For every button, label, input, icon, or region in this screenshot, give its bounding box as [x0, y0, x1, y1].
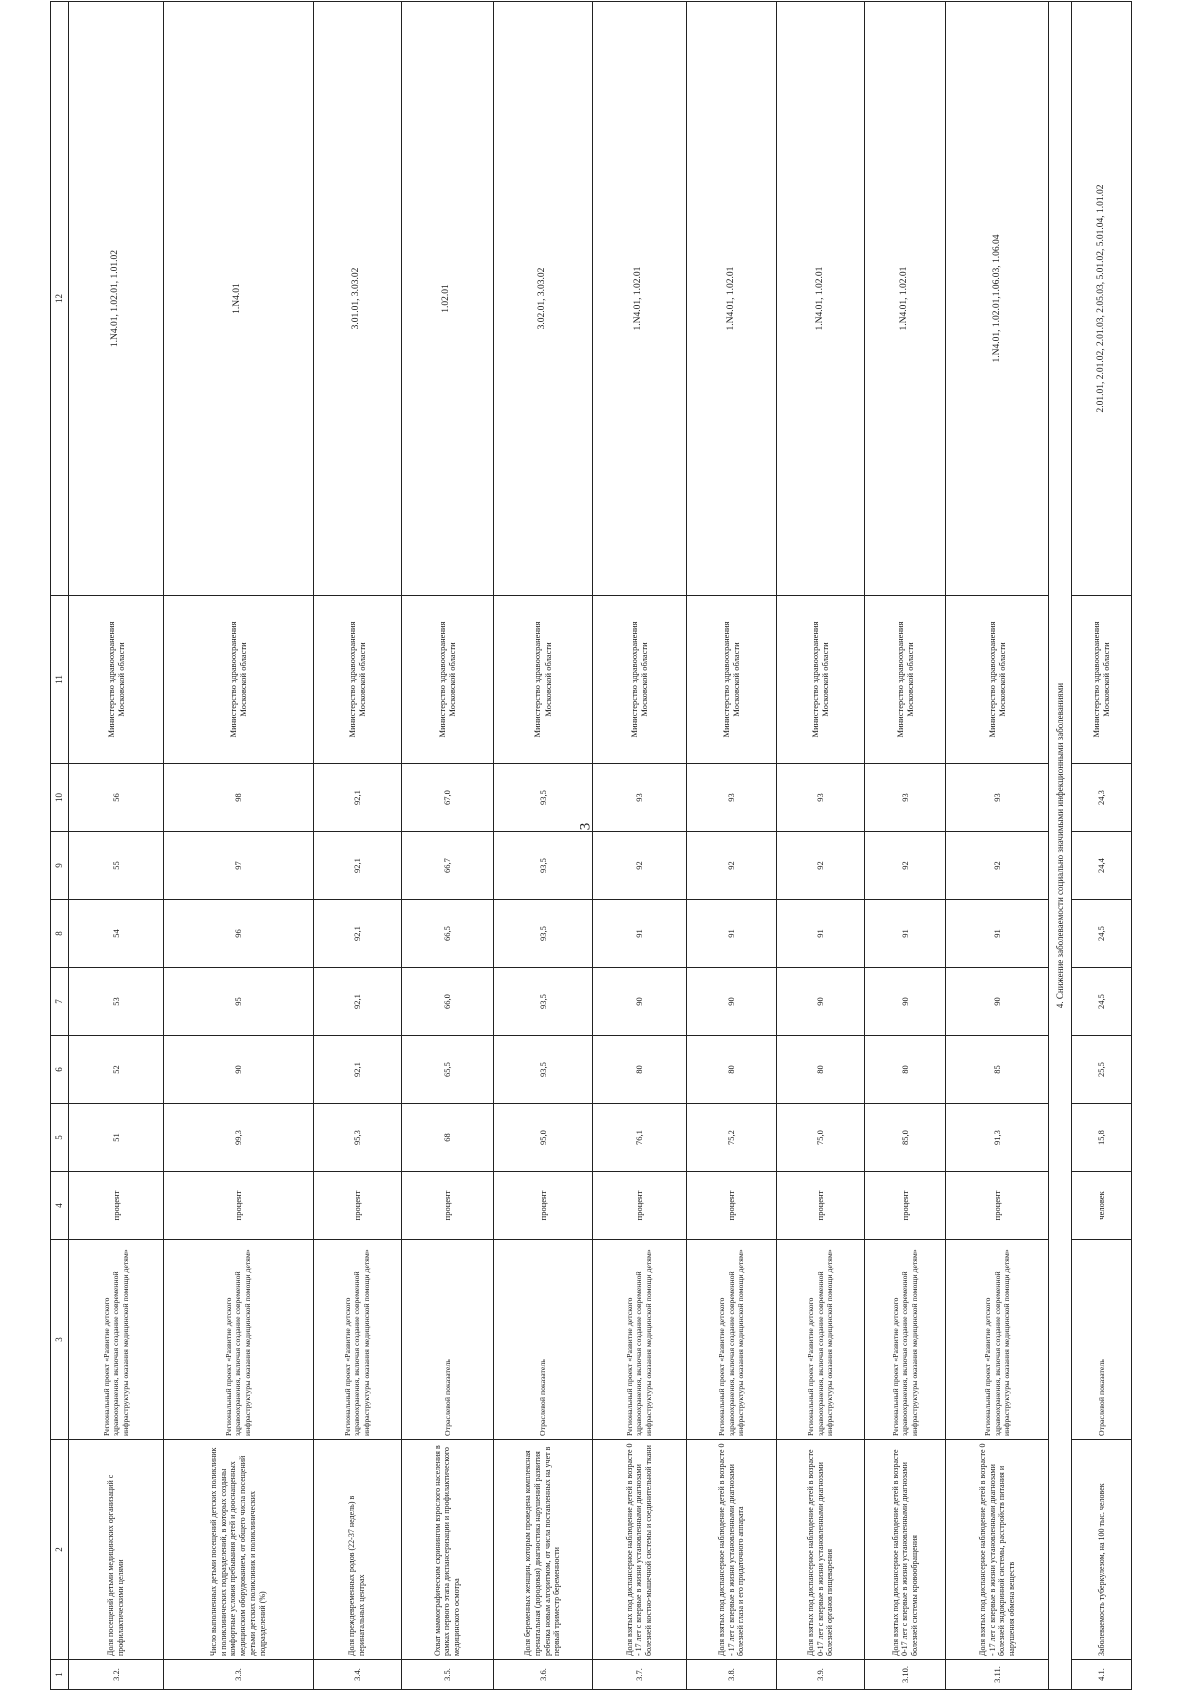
value-2024: 93 [946, 764, 1049, 832]
column-number: 1 [51, 1660, 69, 1690]
row-number: 3.5. [401, 1660, 493, 1690]
base-value: 75,2 [686, 1104, 776, 1172]
indicator-name: Охват маммографическим скринингом взрослого населения в рамках первого этапа диспансеризации и профилактического медицинского осмотра [401, 1440, 493, 1660]
value-2024: 98 [163, 764, 313, 832]
value-2023: 93,5 [493, 832, 592, 900]
unit: процент [946, 1172, 1049, 1240]
value-2024: 56 [69, 764, 163, 832]
row-number: 4.1. [1071, 1660, 1131, 1690]
indicator-basis: Региональный проект «Развитие детского здравоохранения, включая создание современной инфраструктуры оказания медицинской помощи детям» [776, 1240, 864, 1440]
column-number: 10 [51, 764, 69, 832]
table-row [401, 2, 493, 1690]
unit: процент [776, 1172, 864, 1240]
indicator-name: Число выполненных детьми посещений детских поликлиник и поликлинических подразделений, в которых созданы комфортные условия пребывания детей и дооснащенных медицинским оборудованием, от общего числа посещений детьми детских поликлиник и поликлинических подразделений (%) [163, 1440, 313, 1660]
value-2020: 85 [946, 1036, 1049, 1104]
row-number: 3.7. [592, 1660, 686, 1690]
column-number: 4 [51, 1172, 69, 1240]
column-number: 9 [51, 832, 69, 900]
indicator-basis: Региональный проект «Развитие детского здравоохранения, включая создание современной инфраструктуры оказания медицинской помощи детям» [69, 1240, 163, 1440]
value-2021: 90 [776, 968, 864, 1036]
unit: процент [493, 1172, 592, 1240]
indicator-basis: Региональный проект «Развитие детского здравоохранения, включая создание современной инфраструктуры оказания медицинской помощи детям» [686, 1240, 776, 1440]
column-number: 12 [51, 2, 69, 596]
table-row [69, 2, 163, 1690]
base-value: 95,3 [313, 1104, 401, 1172]
value-2023: 92 [592, 832, 686, 900]
table-row [686, 2, 776, 1690]
responsible: Министерство здравоохранения Московской области [686, 596, 776, 764]
indicator-name: Доля беременных женщин, которым проведена комплексная пренатальная (дородовая) диагностика нарушений развития ребенка новым алгоритмом, от числа поставленных на учет в первый триместр беременности [493, 1440, 592, 1660]
events: 1.N4.01, 1.02.01 [686, 2, 776, 596]
column-number: 5 [51, 1104, 69, 1172]
value-2020: 80 [776, 1036, 864, 1104]
value-2021: 92,1 [313, 968, 401, 1036]
row-number: 3.8. [686, 1660, 776, 1690]
section-heading: 4. Снижение заболеваемости социально значимыми инфекционными заболеваниями [1049, 2, 1072, 1690]
value-2023: 97 [163, 832, 313, 900]
indicator-name: Доля взятых под диспансерное наблюдение детей в возрасте 0 - 17 лет с впервые в жизни установленными диагнозами болезней глаза и его придаточного аппарата [686, 1440, 776, 1660]
value-2023: 92,1 [313, 832, 401, 900]
indicator-name: Доля взятых под диспансерное наблюдение детей в возрасте 0 - 17 лет с впервые в жизни установленными диагнозами болезней костно-мышечной системы и соединительной ткани [592, 1440, 686, 1660]
value-2024: 92,1 [313, 764, 401, 832]
value-2022: 54 [69, 900, 163, 968]
unit: процент [686, 1172, 776, 1240]
value-2020: 80 [864, 1036, 946, 1104]
value-2023: 24,4 [1071, 832, 1131, 900]
unit: процент [401, 1172, 493, 1240]
value-2022: 24,5 [1071, 900, 1131, 968]
value-2023: 92 [686, 832, 776, 900]
value-2023: 92 [946, 832, 1049, 900]
column-number: 6 [51, 1036, 69, 1104]
responsible: Министерство здравоохранения Московской области [864, 596, 946, 764]
base-value: 76,1 [592, 1104, 686, 1172]
value-2024: 93 [864, 764, 946, 832]
events: 3.01.01, 3.03.02 [313, 2, 401, 596]
indicator-basis: Отраслевой показатель [493, 1240, 592, 1440]
events: 1.N4.01 [163, 2, 313, 596]
indicator-basis: Региональный проект «Развитие детского здравоохранения, включая создание современной инфраструктуры оказания медицинской помощи детям» [864, 1240, 946, 1440]
indicator-basis: Региональный проект «Развитие детского здравоохранения, включая создание современной инфраструктуры оказания медицинской помощи детям» [313, 1240, 401, 1440]
value-2024: 93 [776, 764, 864, 832]
column-number-row [51, 2, 69, 1690]
value-2020: 90 [163, 1036, 313, 1104]
column-number: 8 [51, 900, 69, 968]
row-number: 3.4. [313, 1660, 401, 1690]
base-value: 75,0 [776, 1104, 864, 1172]
indicator-name: Доля посещений детьми медицинских организаций с профилактическими целями [69, 1440, 163, 1660]
indicator-basis: Региональный проект «Развитие детского здравоохранения, включая создание современной инфраструктуры оказания медицинской помощи детям» [163, 1240, 313, 1440]
value-2020: 25,5 [1071, 1036, 1131, 1104]
indicator-table [50, 1, 1132, 1690]
responsible: Министерство здравоохранения Московской области [493, 596, 592, 764]
events: 1.02.01 [401, 2, 493, 596]
row-number: 3.2. [69, 1660, 163, 1690]
events: 3.02.01, 3.03.02 [493, 2, 592, 596]
events: 1.N4.01, 1.02.01 [776, 2, 864, 596]
table-row [776, 2, 864, 1690]
table-row [493, 2, 592, 1690]
value-2023: 92 [776, 832, 864, 900]
column-number: 3 [51, 1240, 69, 1440]
value-2020: 92,1 [313, 1036, 401, 1104]
section-row [1049, 2, 1072, 1690]
table-row [592, 2, 686, 1690]
responsible: Министерство здравоохранения Московской области [776, 596, 864, 764]
table-row [946, 2, 1049, 1690]
indicator-name: Доля взятых под диспансерное наблюдение детей в возрасте 0 - 17 лет с впервые в жизни установленными диагнозами болезней эндокринной системы, расстройств питания и нарушения обмена веществ [946, 1440, 1049, 1660]
value-2021: 90 [946, 968, 1049, 1036]
value-2022: 91 [776, 900, 864, 968]
table-row [163, 2, 313, 1690]
responsible: Министерство здравоохранения Московской области [163, 596, 313, 764]
base-value: 68 [401, 1104, 493, 1172]
value-2022: 96 [163, 900, 313, 968]
indicator-name: Доля взятых под диспансерное наблюдение детей в возрасте 0-17 лет с впервые в жизни установленными диагнозами болезней системы кровообращения [864, 1440, 946, 1660]
row-number: 3.10. [864, 1660, 946, 1690]
value-2024: 93,5 [493, 764, 592, 832]
value-2020: 52 [69, 1036, 163, 1104]
base-value: 51 [69, 1104, 163, 1172]
row-number: 3.3. [163, 1660, 313, 1690]
unit: процент [313, 1172, 401, 1240]
value-2022: 91 [686, 900, 776, 968]
table-row [313, 2, 401, 1690]
value-2020: 80 [686, 1036, 776, 1104]
responsible: Министерство здравоохранения Московской области [1071, 596, 1131, 764]
column-number: 7 [51, 968, 69, 1036]
indicator-name: Доля взятых под диспансерное наблюдение детей в возрасте 0-17 лет с впервые в жизни установленными диагнозами болезней органов пищеварения [776, 1440, 864, 1660]
indicator-name: Заболеваемость туберкулезом, на 100 тыс. человек [1071, 1440, 1131, 1660]
row-number: 3.6. [493, 1660, 592, 1690]
events: 1.N4.01, 1.02.01,1.06.03, 1.06.04 [946, 2, 1049, 596]
value-2024: 93 [592, 764, 686, 832]
value-2021: 53 [69, 968, 163, 1036]
row-number: 3.9. [776, 1660, 864, 1690]
responsible: Министерство здравоохранения Московской области [313, 596, 401, 764]
value-2024: 67,0 [401, 764, 493, 832]
table-row [864, 2, 946, 1690]
value-2023: 92 [864, 832, 946, 900]
unit: процент [163, 1172, 313, 1240]
value-2021: 90 [864, 968, 946, 1036]
value-2022: 66,5 [401, 900, 493, 968]
value-2022: 92,1 [313, 900, 401, 968]
value-2021: 66,0 [401, 968, 493, 1036]
value-2023: 55 [69, 832, 163, 900]
base-value: 99,3 [163, 1104, 313, 1172]
column-number: 2 [51, 1440, 69, 1660]
indicator-basis: Отраслевой показатель [401, 1240, 493, 1440]
value-2021: 95 [163, 968, 313, 1036]
base-value: 15,8 [1071, 1104, 1131, 1172]
unit: процент [864, 1172, 946, 1240]
value-2023: 66,7 [401, 832, 493, 900]
indicator-name: Доля преждевременных родов (22-37 недель) в перинатальных центрах [313, 1440, 401, 1660]
base-value: 95,0 [493, 1104, 592, 1172]
responsible: Министерство здравоохранения Московской области [401, 596, 493, 764]
value-2021: 90 [592, 968, 686, 1036]
responsible: Министерство здравоохранения Московской области [592, 596, 686, 764]
indicator-basis: Региональный проект «Развитие детского здравоохранения, включая создание современной инфраструктуры оказания медицинской помощи детям» [946, 1240, 1049, 1440]
row-number: 3.11. [946, 1660, 1049, 1690]
indicator-basis: Отраслевой показатель [1071, 1240, 1131, 1440]
base-value: 85,0 [864, 1104, 946, 1172]
value-2022: 91 [592, 900, 686, 968]
base-value: 91,3 [946, 1104, 1049, 1172]
indicator-table-rotated [50, 42, 1132, 1690]
value-2022: 91 [946, 900, 1049, 968]
unit: человек [1071, 1172, 1131, 1240]
responsible: Министерство здравоохранения Московской области [69, 596, 163, 764]
value-2024: 24,3 [1071, 764, 1131, 832]
value-2022: 91 [864, 900, 946, 968]
value-2021: 93,5 [493, 968, 592, 1036]
events: 1.N4.01, 1.02.01 [592, 2, 686, 596]
column-number: 11 [51, 596, 69, 764]
value-2021: 24,5 [1071, 968, 1131, 1036]
responsible: Министерство здравоохранения Московской области [946, 596, 1049, 764]
events: 1.N4.01, 1.02.01, 1.01.02 [69, 2, 163, 596]
value-2020: 80 [592, 1036, 686, 1104]
value-2024: 93 [686, 764, 776, 832]
events: 2.01.01, 2.01.02, 2.01.03, 2.05.03, 5.01.02, 5.01.04, 1.01.02 [1071, 2, 1131, 596]
value-2022: 93,5 [493, 900, 592, 968]
unit: процент [592, 1172, 686, 1240]
indicator-basis: Региональный проект «Развитие детского здравоохранения, включая создание современной инфраструктуры оказания медицинской помощи детям» [592, 1240, 686, 1440]
unit: процент [69, 1172, 163, 1240]
page-number: 3 [577, 822, 594, 831]
table-row [1071, 2, 1131, 1690]
events: 1.N4.01, 1.02.01 [864, 2, 946, 596]
value-2020: 65,5 [401, 1036, 493, 1104]
value-2021: 90 [686, 968, 776, 1036]
value-2020: 93,5 [493, 1036, 592, 1104]
